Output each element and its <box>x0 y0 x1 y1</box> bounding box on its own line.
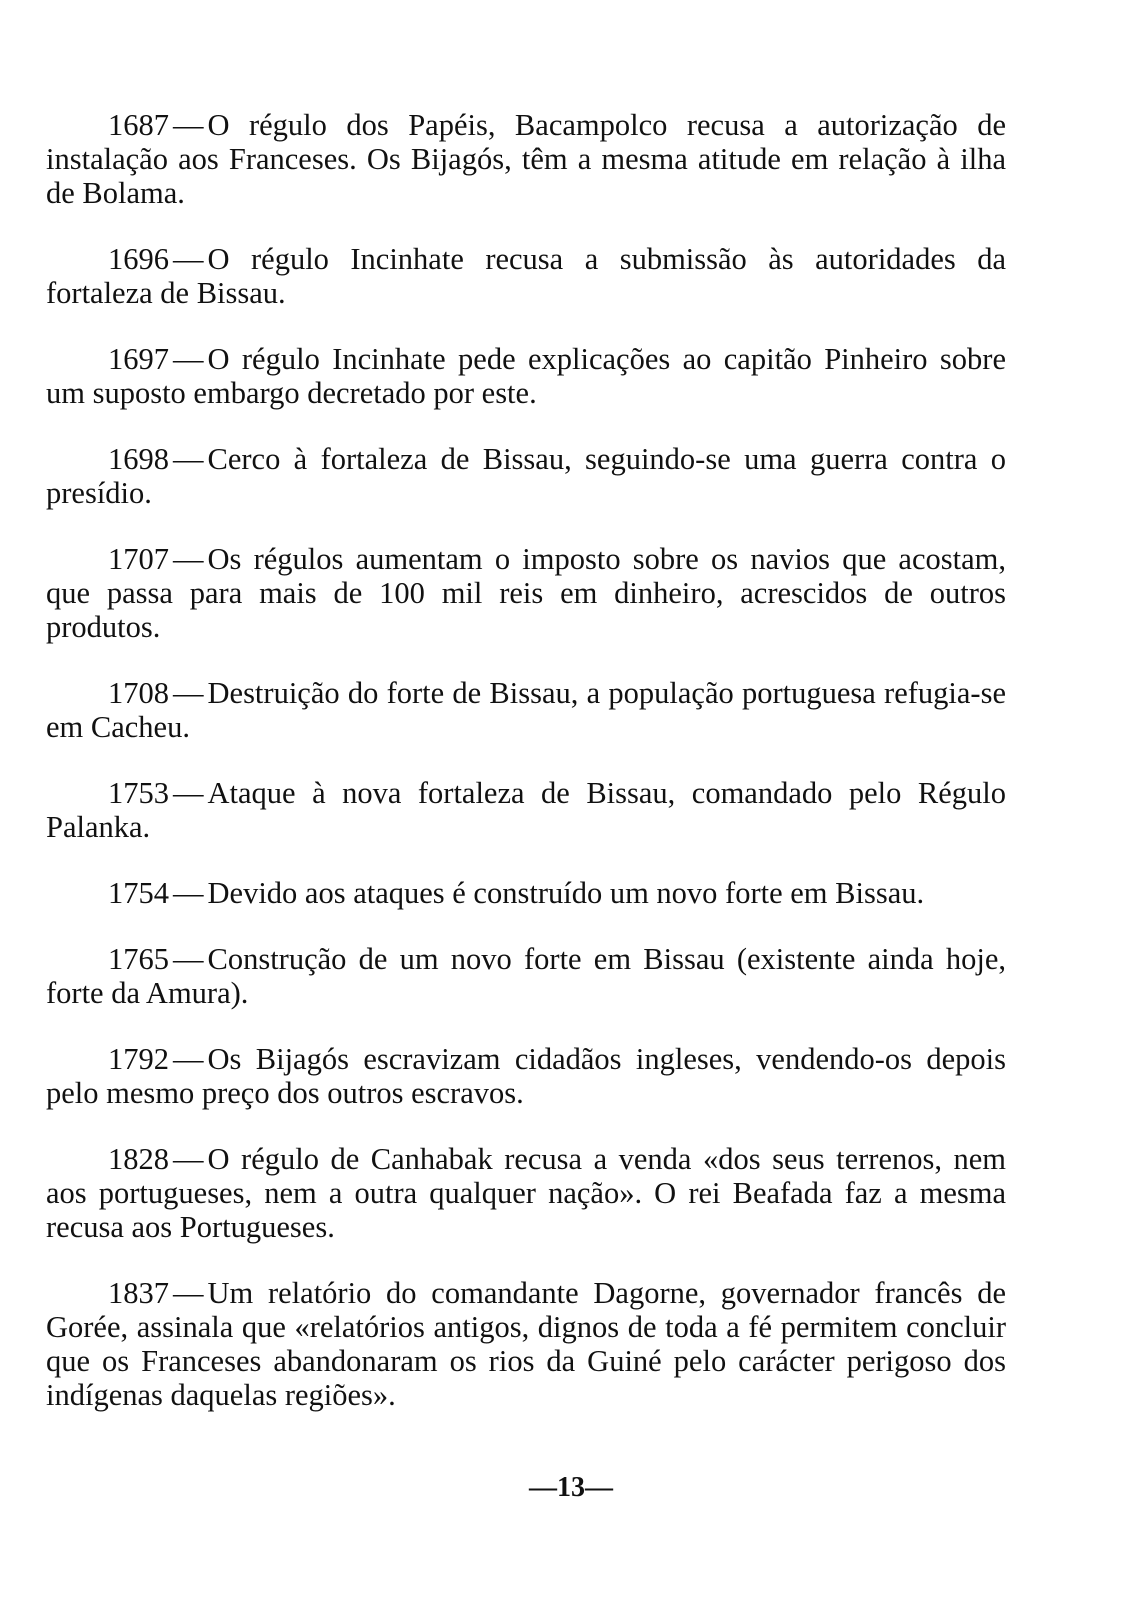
chronology-entry <box>46 242 1006 310</box>
entry-dash: — <box>173 876 204 910</box>
entry-dash: — <box>173 242 204 276</box>
entry-text: Os Bijagós escravizam cidadãos ingleses, vendendo-os depois pelo mesmo preço dos outros escravos. <box>46 1042 1006 1110</box>
page-number: —13— <box>529 1472 613 1503</box>
chronology-entry <box>46 876 1006 910</box>
entry-text: Ataque à nova fortaleza de Bissau, comandado pelo Régulo Palanka. <box>46 776 1006 844</box>
entry-year: 1792 <box>108 1042 169 1076</box>
entry-year: 1698 <box>108 442 169 476</box>
entry-dash: — <box>173 542 204 576</box>
entry-dash: — <box>173 1142 204 1176</box>
entry-year: 1697 <box>108 342 169 376</box>
chronology-entry <box>46 108 1006 210</box>
entry-dash: — <box>173 442 204 476</box>
entry-text: Um relatório do comandante Dagorne, governador francês de Gorée, assinala que «relatórios antigos, dignos de toda a fé permitem concluir que os Franceses abandonaram os rios da Guiné pelo carácter perigoso dos indígenas daquelas regiões». <box>46 1276 1006 1412</box>
entry-year: 1753 <box>108 776 169 810</box>
entry-text: Construção de um novo forte em Bissau (existente ainda hoje, forte da Amura). <box>46 942 1006 1010</box>
entry-year: 1687 <box>108 108 169 142</box>
entry-dash: — <box>173 342 204 376</box>
chronology-entry <box>46 942 1006 1010</box>
chronology-entry <box>46 442 1006 510</box>
entry-text: Devido aos ataques é construído um novo forte em Bissau. <box>207 876 925 910</box>
chronology-entry <box>46 776 1006 844</box>
entry-dash: — <box>173 776 204 810</box>
entry-text: O régulo dos Papéis, Bacampolco recusa a autorização de instalação aos Franceses. Os Bijagós, têm a mesma atitude em relação à ilha de Bolama. <box>46 108 1006 210</box>
entry-text: Cerco à fortaleza de Bissau, seguindo-se uma guerra contra o presídio. <box>46 442 1006 510</box>
entry-dash: — <box>173 942 204 976</box>
entry-text: Os régulos aumentam o imposto sobre os navios que acostam, que passa para mais de 100 mil reis em dinheiro, acrescidos de outros produtos. <box>46 542 1006 644</box>
entry-year: 1765 <box>108 942 169 976</box>
entry-year: 1707 <box>108 542 169 576</box>
entry-dash: — <box>173 1276 204 1310</box>
entry-year: 1837 <box>108 1276 169 1310</box>
chronology-entry <box>46 676 1006 744</box>
entry-dash: — <box>173 676 204 710</box>
entry-text: O régulo Incinhate pede explicações ao capitão Pinheiro sobre um suposto embargo decretado por este. <box>46 342 1006 410</box>
entry-year: 1708 <box>108 676 169 710</box>
chronology-entry <box>46 342 1006 410</box>
entry-text: Destruição do forte de Bissau, a população portuguesa refugia-se em Cacheu. <box>46 676 1006 744</box>
chronology-text <box>46 108 1006 1444</box>
entry-year: 1754 <box>108 876 169 910</box>
entry-year: 1696 <box>108 242 169 276</box>
entry-text: O régulo de Canhabak recusa a venda «dos seus terrenos, nem aos portugueses, nem a outra qualquer nação». O rei Beafada faz a mesma recusa aos Portugueses. <box>46 1142 1006 1244</box>
entry-dash: — <box>173 108 204 142</box>
entry-year: 1828 <box>108 1142 169 1176</box>
chronology-entry <box>46 1276 1006 1412</box>
chronology-entry <box>46 542 1006 644</box>
entry-dash: — <box>173 1042 204 1076</box>
chronology-entry <box>46 1042 1006 1110</box>
chronology-entry <box>46 1142 1006 1244</box>
entry-text: O régulo Incinhate recusa a submissão às autoridades da fortaleza de Bissau. <box>46 242 1006 310</box>
